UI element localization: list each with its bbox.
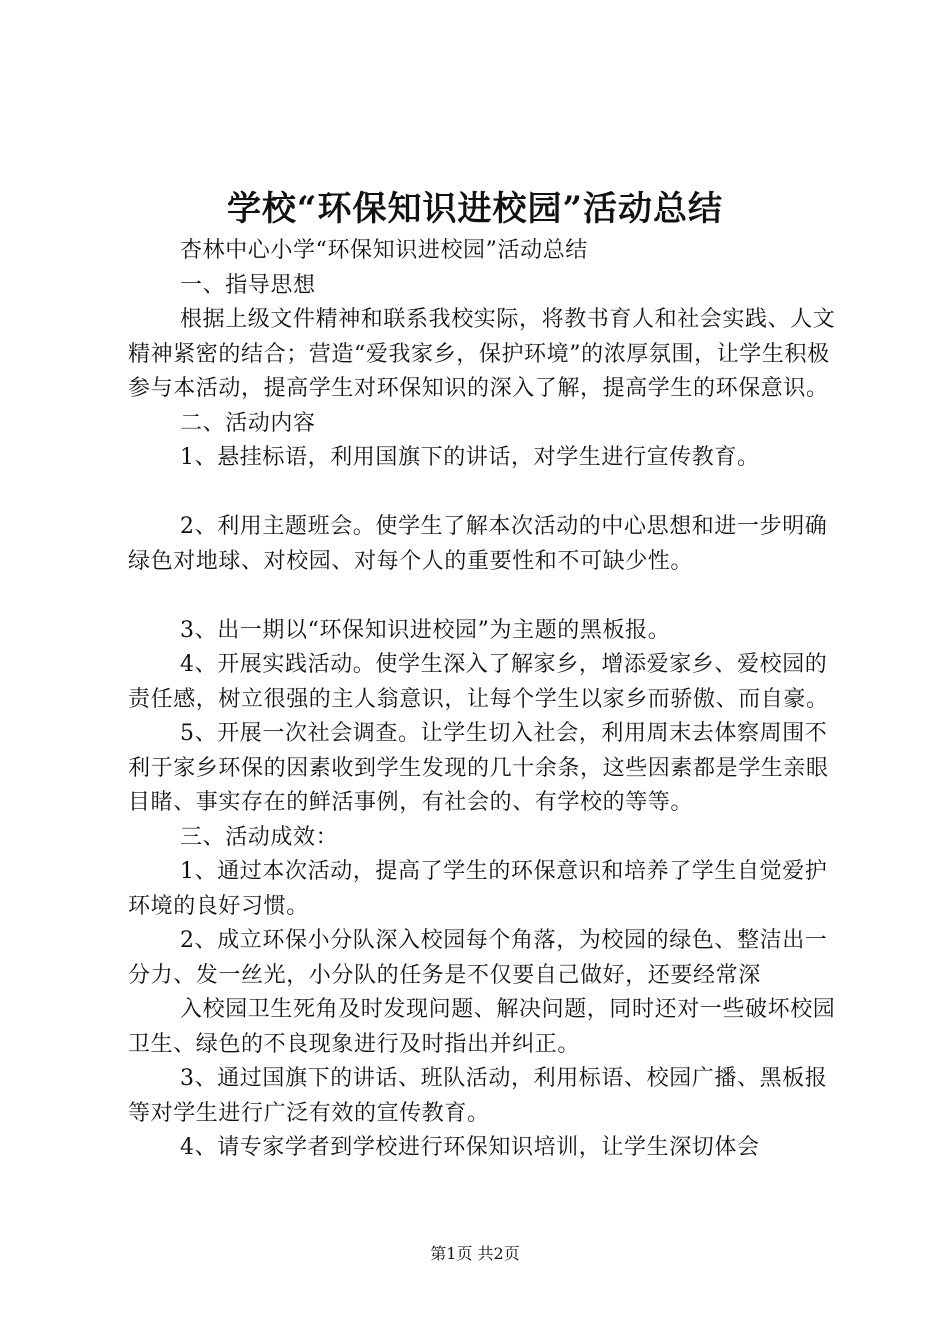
paragraph-result-item-3: 3、通过国旗下的讲话、班队活动，利用标语、校园广播、黑板报等对学生进行广泛有效的宣传教育。 bbox=[128, 1066, 828, 1126]
paragraph-activity-item-2: 2、利用主题班会。使学生了解本次活动的中心思想和进一步明确绿色对地球、对校园、对每个人的重要性和不可缺少性。 bbox=[128, 514, 828, 574]
paragraph-activity-item-5: 5、开展一次社会调查。让学生切入社会，利用周末去体察周围不利于家乡环保的因素收到学生发现的几十余条，这些因素都是学生亲眼目睹、事实存在的鲜活事例，有社会的、有学校的等等。 bbox=[128, 721, 829, 815]
document-subtitle: 杏林中心小学“环保知识进校园”活动总结 bbox=[180, 238, 588, 263]
section-heading-activity-content: 二、活动内容 bbox=[180, 410, 316, 436]
paragraph-guiding-principle: 根据上级文件精神和联系我校实际，将教书育人和社会实践、人文精神紧密的结合；营造“爱我家乡，保护环境”的浓厚氛围，让学生积极参与本活动，提高学生对环保知识的深入了解，提高学生的环保意识。 bbox=[128, 307, 836, 401]
paragraph-activity-item-4: 4、开展实践活动。使学生深入了解家乡，增添爱家乡、爱校园的责任感，树立很强的主人翁意识，让每个学生以家乡而骄傲、而自豪。 bbox=[128, 652, 829, 712]
paragraph-result-item-4: 4、请专家学者到学校进行环保知识培训，让学生深切体会 bbox=[180, 1135, 760, 1160]
page-number-footer: 第1页 共2页 bbox=[430, 1244, 520, 1263]
paragraph-activity-item-3: 3、出一期以“环保知识进校园”为主题的黑板报。 bbox=[180, 617, 671, 643]
paragraph-activity-item-1: 1、悬挂标语，利用国旗下的讲话，对学生进行宣传教育。 bbox=[180, 445, 760, 470]
paragraph-gap bbox=[128, 579, 840, 614]
document-body bbox=[128, 234, 840, 1166]
paragraph-gap bbox=[128, 476, 840, 511]
document-title: 学校“环保知识进校园”活动总结 bbox=[226, 189, 724, 229]
paragraph-result-item-1: 1、通过本次活动，提高了学生的环保意识和培养了学生自觉爱护环境的良好习惯。 bbox=[128, 859, 828, 919]
section-heading-guiding-principle: 一、指导思想 bbox=[180, 272, 316, 298]
paragraph-result-item-2-continued: 入校园卫生死角及时发现问题、解决问题，同时还对一些破坏校园卫生、绿色的不良现象进行及时指出并纠正。 bbox=[128, 997, 836, 1057]
paragraph-result-item-2: 2、成立环保小分队深入校园每个角落，为校园的绿色、整洁出一分力、发一丝光，小分队的任务是不仅要自己做好，还要经常深 bbox=[128, 928, 828, 988]
section-heading-activity-results: 三、活动成效： bbox=[180, 824, 339, 850]
